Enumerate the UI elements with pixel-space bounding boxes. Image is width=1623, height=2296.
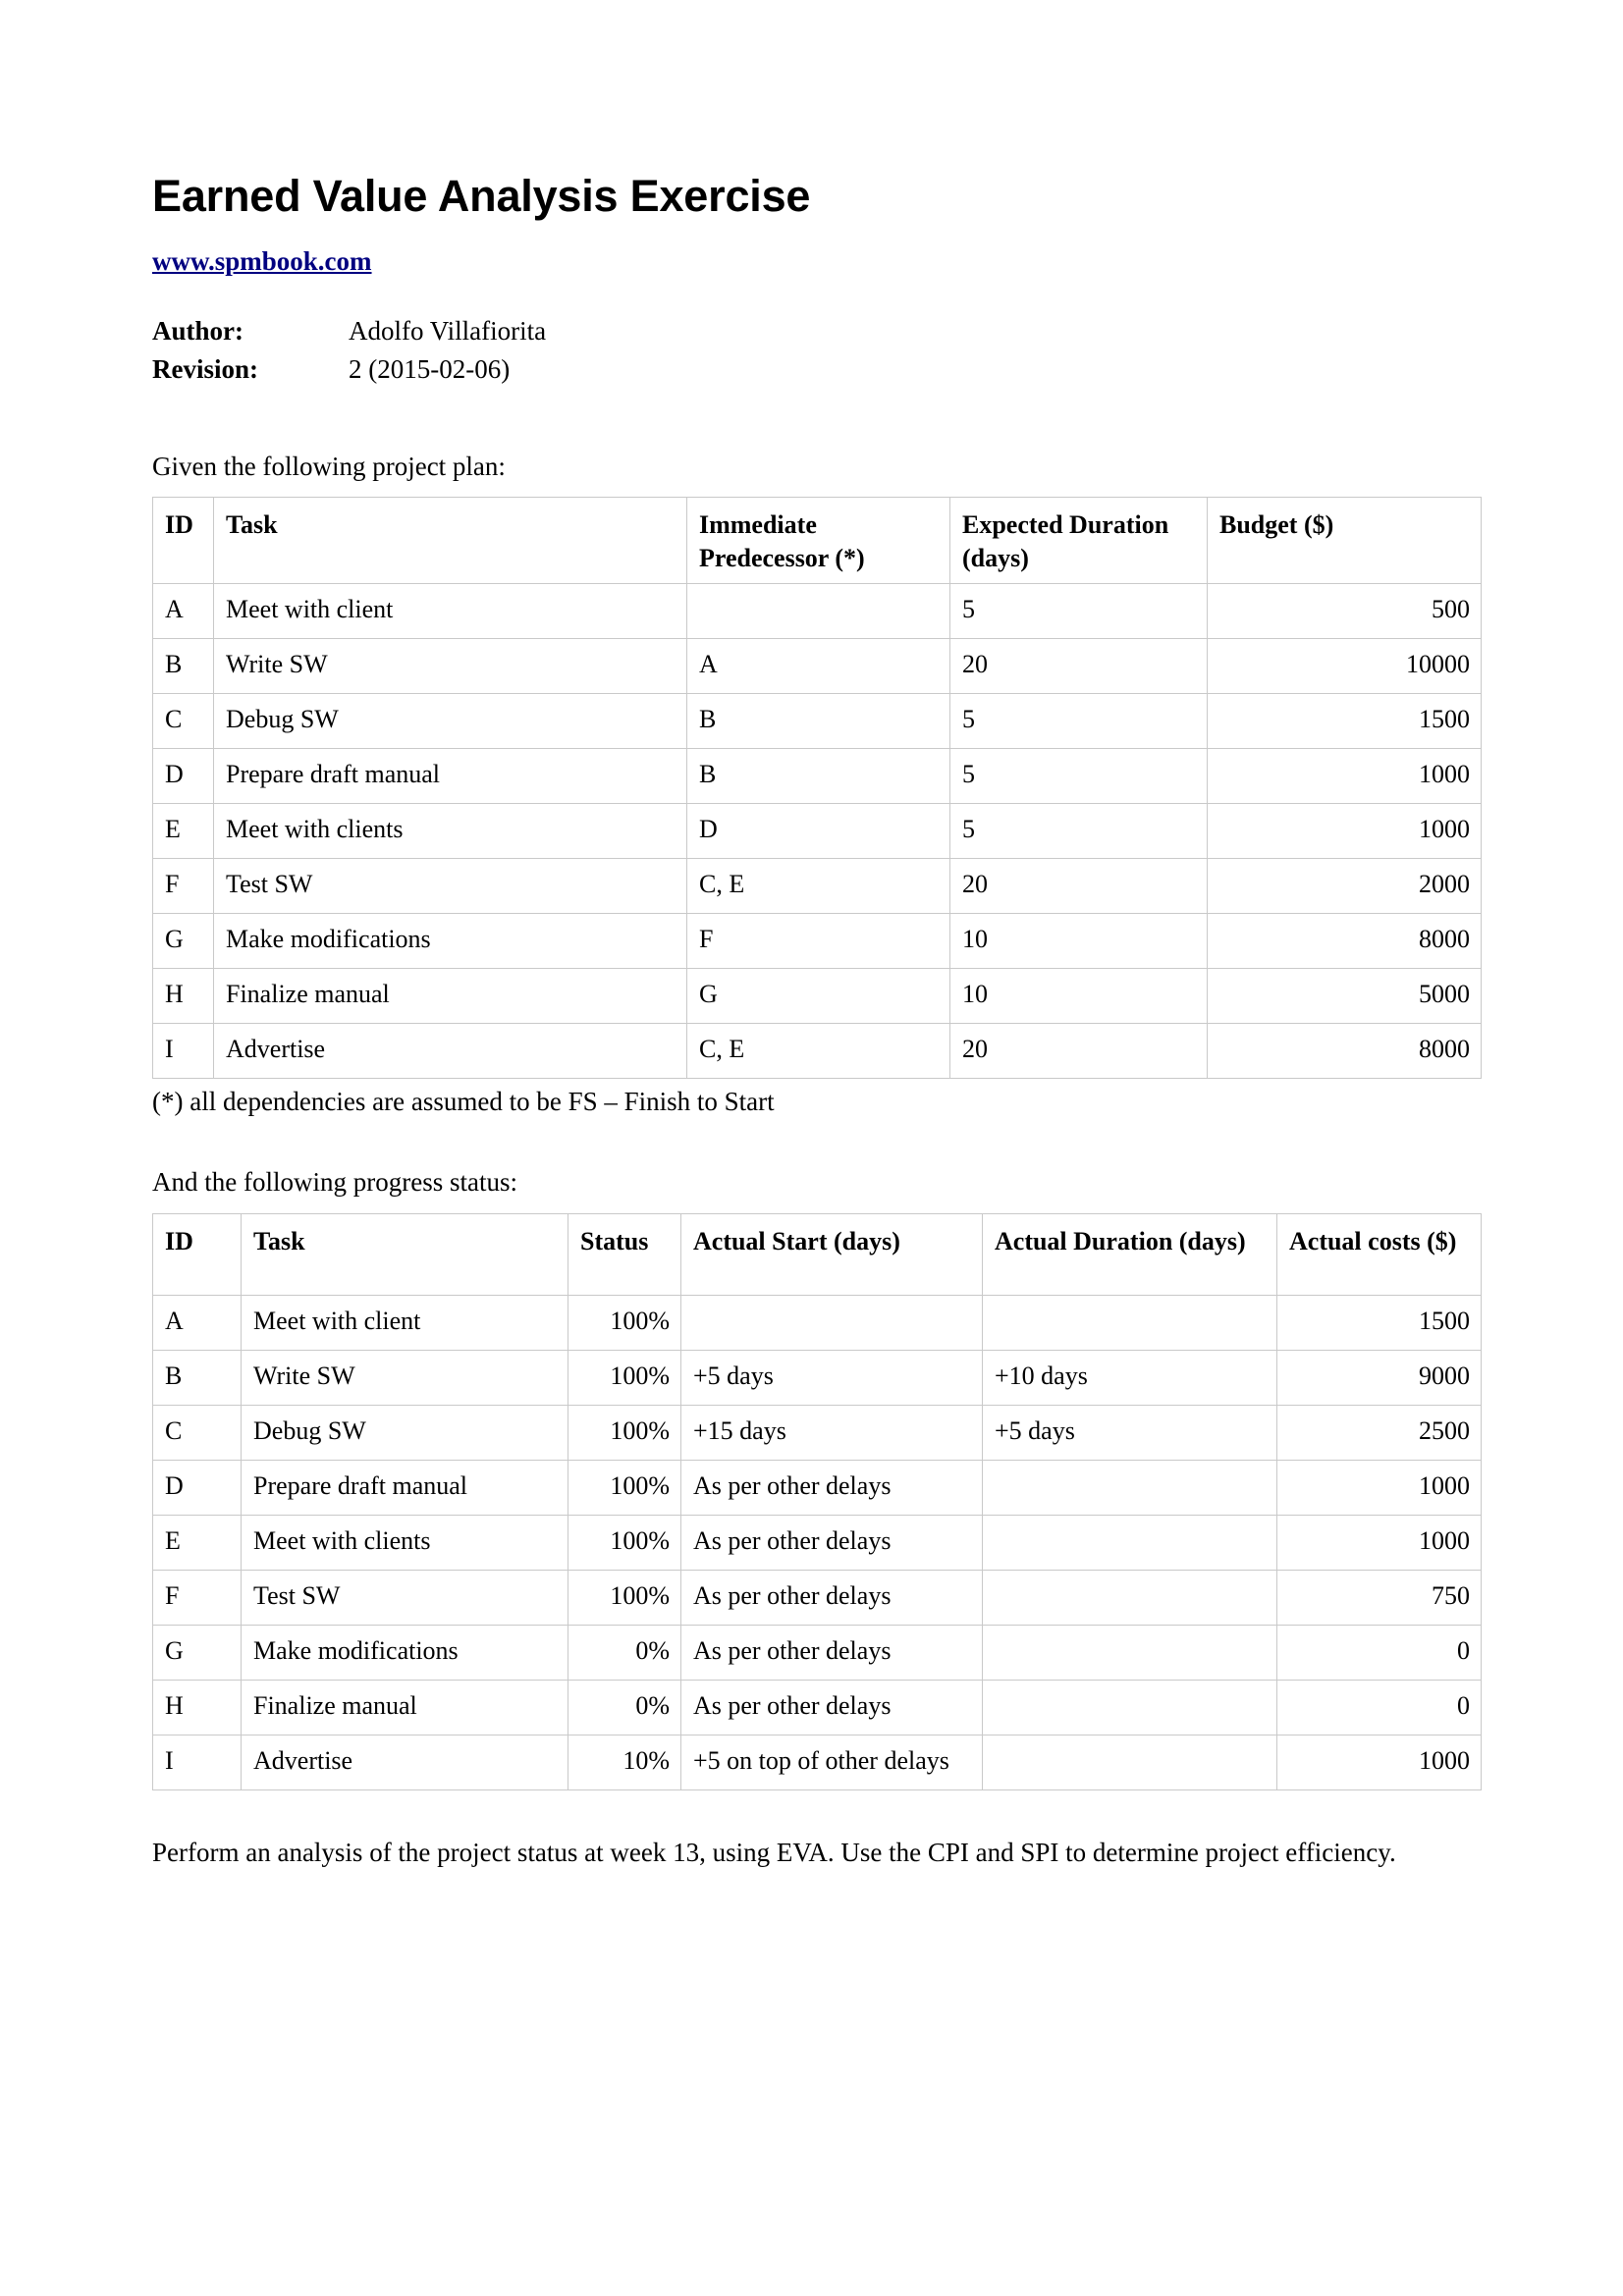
cell-actual-costs: 750 — [1277, 1570, 1482, 1625]
cell-duration: 5 — [950, 749, 1208, 804]
progress-status-table — [152, 1213, 1482, 1790]
table-row — [153, 1680, 1482, 1735]
cell-task: Finalize manual — [214, 969, 687, 1024]
cell-status: 100% — [568, 1570, 681, 1625]
table-header-row — [153, 1213, 1482, 1295]
header-id: ID — [153, 1213, 242, 1295]
cell-predecessor: B — [687, 694, 950, 749]
header-actual-start: Actual Start (days) — [681, 1213, 983, 1295]
cell-id: A — [153, 584, 214, 639]
table-row — [153, 1295, 1482, 1350]
cell-id: A — [153, 1295, 242, 1350]
cell-actual-start: As per other delays — [681, 1625, 983, 1680]
header-expected-duration: Expected Duration (days) — [950, 498, 1208, 584]
header-actual-duration: Actual Duration (days) — [983, 1213, 1277, 1295]
table-row — [153, 969, 1482, 1024]
table-row — [153, 639, 1482, 694]
cell-id: C — [153, 694, 214, 749]
cell-id: E — [153, 1515, 242, 1570]
cell-actual-duration — [983, 1515, 1277, 1570]
plan-intro-text: Given the following project plan: — [152, 452, 506, 482]
cell-task: Meet with client — [214, 584, 687, 639]
cell-actual-start — [681, 1295, 983, 1350]
table-row — [153, 1625, 1482, 1680]
cell-task: Prepare draft manual — [242, 1460, 568, 1515]
header-immediate-predecessor: Immediate Predecessor (*) — [687, 498, 950, 584]
cell-predecessor — [687, 584, 950, 639]
cell-task: Make modifications — [242, 1625, 568, 1680]
cell-predecessor: G — [687, 969, 950, 1024]
cell-task: Debug SW — [242, 1405, 568, 1460]
cell-budget: 5000 — [1208, 969, 1482, 1024]
cell-task: Advertise — [214, 1024, 687, 1079]
cell-actual-costs: 1500 — [1277, 1295, 1482, 1350]
project-plan-body — [153, 584, 1482, 1079]
progress-status-body — [153, 1295, 1482, 1789]
cell-actual-start: +5 days — [681, 1350, 983, 1405]
cell-id: F — [153, 859, 214, 914]
cell-budget: 10000 — [1208, 639, 1482, 694]
header-id: ID — [153, 498, 214, 584]
cell-actual-start: As per other delays — [681, 1460, 983, 1515]
cell-id: F — [153, 1570, 242, 1625]
cell-task: Advertise — [242, 1735, 568, 1789]
cell-task: Finalize manual — [242, 1680, 568, 1735]
cell-actual-costs: 1000 — [1277, 1515, 1482, 1570]
cell-id: I — [153, 1024, 214, 1079]
cell-duration: 10 — [950, 914, 1208, 969]
cell-duration: 20 — [950, 639, 1208, 694]
cell-actual-duration — [983, 1460, 1277, 1515]
cell-budget: 8000 — [1208, 1024, 1482, 1079]
project-plan-table — [152, 497, 1482, 1079]
progress-intro-text: And the following progress status: — [152, 1167, 517, 1198]
cell-task: Debug SW — [214, 694, 687, 749]
cell-actual-costs: 1000 — [1277, 1735, 1482, 1789]
cell-id: H — [153, 969, 214, 1024]
cell-actual-start: As per other delays — [681, 1680, 983, 1735]
cell-task: Meet with clients — [242, 1515, 568, 1570]
cell-task: Meet with clients — [214, 804, 687, 859]
cell-task: Write SW — [242, 1350, 568, 1405]
document-metadata — [152, 312, 1481, 388]
cell-duration: 20 — [950, 1024, 1208, 1079]
cell-actual-duration: +10 days — [983, 1350, 1277, 1405]
cell-actual-duration — [983, 1625, 1277, 1680]
header-task: Task — [214, 498, 687, 584]
revision-row — [152, 350, 1481, 388]
cell-predecessor: C, E — [687, 859, 950, 914]
header-status: Status — [568, 1213, 681, 1295]
cell-actual-costs: 9000 — [1277, 1350, 1482, 1405]
cell-actual-start: +5 on top of other delays — [681, 1735, 983, 1789]
cell-actual-duration: +5 days — [983, 1405, 1277, 1460]
cell-budget: 2000 — [1208, 859, 1482, 914]
table-row — [153, 1735, 1482, 1789]
section-spacer — [152, 1119, 1481, 1164]
cell-task: Make modifications — [214, 914, 687, 969]
cell-budget: 500 — [1208, 584, 1482, 639]
table-row — [153, 749, 1482, 804]
cell-task: Write SW — [214, 639, 687, 694]
closing-instruction: Perform an analysis of the project status at week 13, using EVA. Use the CPI and SPI to determine project efficiency. — [152, 1837, 1396, 1867]
revision-value: 2 (2015-02-06) — [349, 353, 511, 384]
cell-actual-costs: 0 — [1277, 1680, 1482, 1735]
cell-actual-costs: 0 — [1277, 1625, 1482, 1680]
cell-task: Meet with client — [242, 1295, 568, 1350]
revision-label: Revision: — [152, 353, 258, 384]
cell-status: 0% — [568, 1680, 681, 1735]
table-row — [153, 1405, 1482, 1460]
cell-id: I — [153, 1735, 242, 1789]
page-title: Earned Value Analysis Exercise — [152, 171, 811, 221]
cell-predecessor: C, E — [687, 1024, 950, 1079]
cell-predecessor: F — [687, 914, 950, 969]
table-row — [153, 859, 1482, 914]
cell-budget: 8000 — [1208, 914, 1482, 969]
cell-task: Test SW — [214, 859, 687, 914]
cell-status: 0% — [568, 1625, 681, 1680]
table-row — [153, 1024, 1482, 1079]
table-row — [153, 584, 1482, 639]
header-budget: Budget ($) — [1208, 498, 1482, 584]
cell-id: D — [153, 1460, 242, 1515]
website-link[interactable]: www.spmbook.com — [152, 246, 372, 277]
cell-budget: 1000 — [1208, 804, 1482, 859]
cell-id: B — [153, 1350, 242, 1405]
cell-status: 100% — [568, 1350, 681, 1405]
cell-actual-costs: 2500 — [1277, 1405, 1482, 1460]
cell-status: 100% — [568, 1515, 681, 1570]
cell-actual-duration — [983, 1295, 1277, 1350]
cell-actual-costs: 1000 — [1277, 1460, 1482, 1515]
cell-status: 100% — [568, 1405, 681, 1460]
cell-predecessor: D — [687, 804, 950, 859]
header-task: Task — [242, 1213, 568, 1295]
author-label: Author: — [152, 316, 243, 347]
cell-id: G — [153, 914, 214, 969]
cell-id: B — [153, 639, 214, 694]
table-row — [153, 1350, 1482, 1405]
cell-status: 100% — [568, 1460, 681, 1515]
table-row — [153, 804, 1482, 859]
cell-status: 10% — [568, 1735, 681, 1789]
cell-id: G — [153, 1625, 242, 1680]
plan-footnote: (*) all dependencies are assumed to be FS – Finish to Start — [152, 1087, 775, 1117]
cell-actual-start: +15 days — [681, 1405, 983, 1460]
table-row — [153, 914, 1482, 969]
cell-id: E — [153, 804, 214, 859]
cell-actual-duration — [983, 1735, 1277, 1789]
cell-id: D — [153, 749, 214, 804]
cell-duration: 5 — [950, 584, 1208, 639]
cell-task: Test SW — [242, 1570, 568, 1625]
cell-status: 100% — [568, 1295, 681, 1350]
cell-actual-start: As per other delays — [681, 1515, 983, 1570]
cell-duration: 5 — [950, 694, 1208, 749]
author-value: Adolfo Villafiorita — [349, 316, 547, 347]
table-row — [153, 1570, 1482, 1625]
cell-predecessor: B — [687, 749, 950, 804]
table-row — [153, 694, 1482, 749]
cell-budget: 1500 — [1208, 694, 1482, 749]
cell-actual-start: As per other delays — [681, 1570, 983, 1625]
table-row — [153, 1460, 1482, 1515]
table-header-row — [153, 498, 1482, 584]
header-actual-costs: Actual costs ($) — [1277, 1213, 1482, 1295]
table-row — [153, 1515, 1482, 1570]
cell-actual-duration — [983, 1680, 1277, 1735]
cell-duration: 5 — [950, 804, 1208, 859]
cell-id: C — [153, 1405, 242, 1460]
cell-actual-duration — [983, 1570, 1277, 1625]
author-row — [152, 312, 1481, 349]
cell-task: Prepare draft manual — [214, 749, 687, 804]
cell-id: H — [153, 1680, 242, 1735]
cell-predecessor: A — [687, 639, 950, 694]
cell-duration: 20 — [950, 859, 1208, 914]
cell-duration: 10 — [950, 969, 1208, 1024]
cell-budget: 1000 — [1208, 749, 1482, 804]
